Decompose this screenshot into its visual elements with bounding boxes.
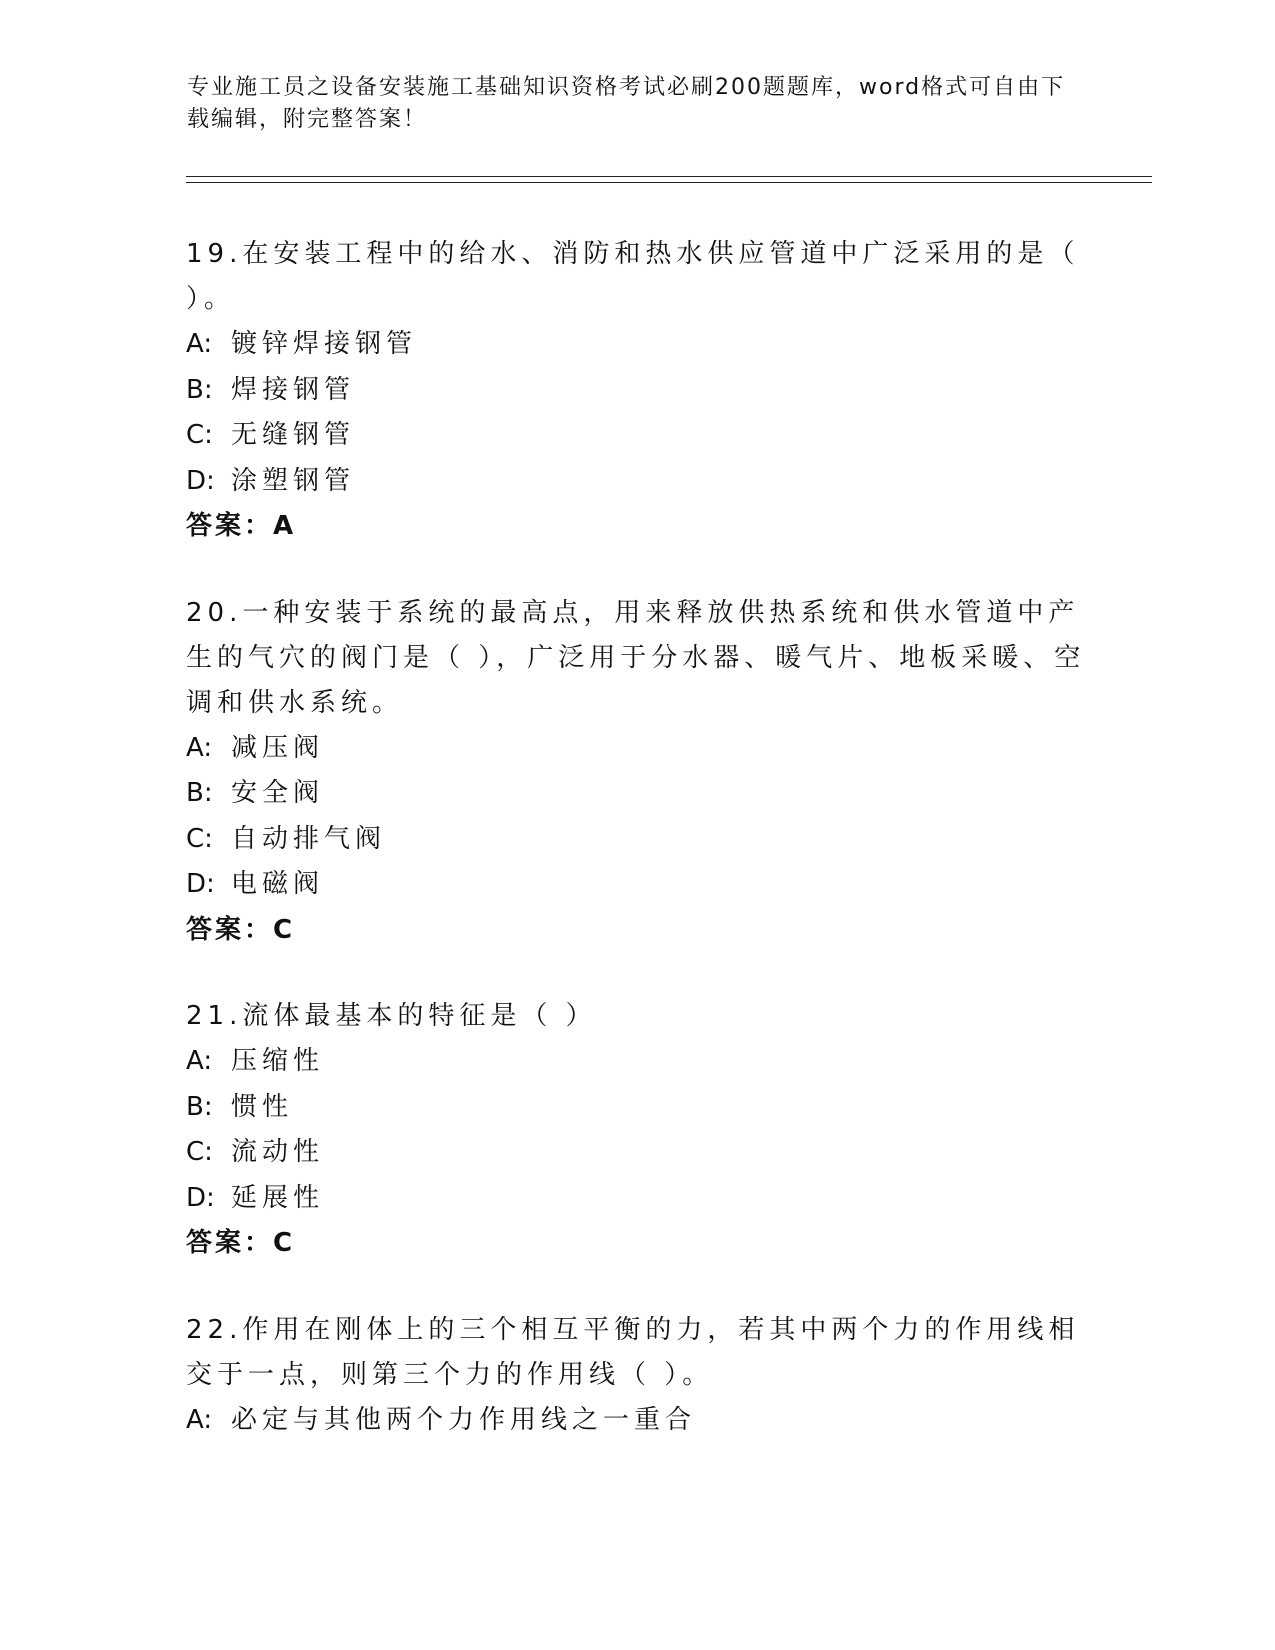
option-text: 涂塑钢管: [231, 465, 356, 496]
answer-line: [186, 504, 1086, 550]
option-key: D:: [186, 465, 215, 496]
option-key: C:: [186, 1137, 213, 1167]
answer-label: 答案：: [186, 511, 274, 541]
option-b: [186, 1085, 1086, 1131]
option-text: 镀锌焊接钢管: [231, 329, 418, 359]
answer-value: C: [273, 914, 294, 945]
answer-value: C: [273, 1228, 294, 1258]
option-text: 压缩性: [231, 1046, 325, 1076]
option-d: [186, 862, 1086, 908]
answer-line: [186, 1221, 1086, 1267]
question-stem: 20.一种安装于系统的最高点，用来释放供热系统和供水管道中产生的气穴的阀门是（ ），广泛用于分水器、暖气片、地板采暖、空调和供水系统。: [186, 597, 1086, 718]
option-text: 流动性: [231, 1137, 325, 1167]
option-c: [186, 1130, 1086, 1176]
option-a: [186, 1039, 1086, 1085]
option-c: [186, 817, 1086, 863]
answer-line: [186, 908, 1086, 954]
option-d: [186, 459, 1086, 505]
option-text: 无缝钢管: [231, 420, 356, 450]
option-d: [186, 1176, 1086, 1222]
option-key: B:: [186, 1091, 213, 1122]
question-20: [186, 591, 1086, 954]
answer-label: 答案：: [186, 1228, 274, 1258]
option-text: 安全阀: [231, 778, 325, 808]
option-key: C:: [186, 420, 213, 450]
option-key: A:: [186, 1046, 213, 1076]
question-19: [186, 232, 1086, 550]
question-stem: 21.流体最基本的特征是（ ）: [186, 1001, 597, 1031]
option-key: A:: [186, 732, 213, 763]
option-key: B:: [186, 778, 213, 808]
option-a: [186, 1398, 1086, 1444]
option-text: 必定与其他两个力作用线之一重合: [231, 1404, 697, 1435]
option-b: [186, 771, 1086, 817]
option-text: 延展性: [231, 1182, 325, 1213]
option-text: 减压阀: [231, 732, 325, 763]
option-text: 电磁阀: [231, 869, 325, 899]
question-stem: 22.作用在刚体上的三个相互平衡的力，若其中两个力的作用线相交于一点，则第三个力的作用线（ ）。: [186, 1314, 1080, 1390]
option-key: A:: [186, 1404, 213, 1435]
question-22: [186, 1308, 1086, 1444]
option-key: A:: [186, 329, 213, 359]
answer-value: A: [273, 511, 295, 541]
option-key: D:: [186, 1182, 215, 1213]
option-b: [186, 368, 1086, 414]
option-key: C:: [186, 823, 213, 854]
option-key: D:: [186, 869, 215, 899]
option-a: [186, 322, 1086, 368]
page-header: 专业施工员之设备安装施工基础知识资格考试必刷200题题库，word格式可自由下载编辑，附完整答案！: [187, 75, 1066, 132]
option-key: B:: [186, 374, 213, 405]
option-c: [186, 413, 1086, 459]
header-divider: [186, 176, 1152, 183]
question-list: [186, 232, 1086, 1484]
question-stem: 19.在安装工程中的给水、消防和热水供应管道中广泛采用的是（ ）。: [186, 239, 1080, 314]
option-text: 惯性: [231, 1091, 294, 1122]
question-21: [186, 994, 1086, 1267]
option-a: [186, 726, 1086, 772]
option-text: 自动排气阀: [231, 823, 387, 854]
option-text: 焊接钢管: [231, 374, 356, 405]
answer-label: 答案：: [186, 914, 274, 945]
